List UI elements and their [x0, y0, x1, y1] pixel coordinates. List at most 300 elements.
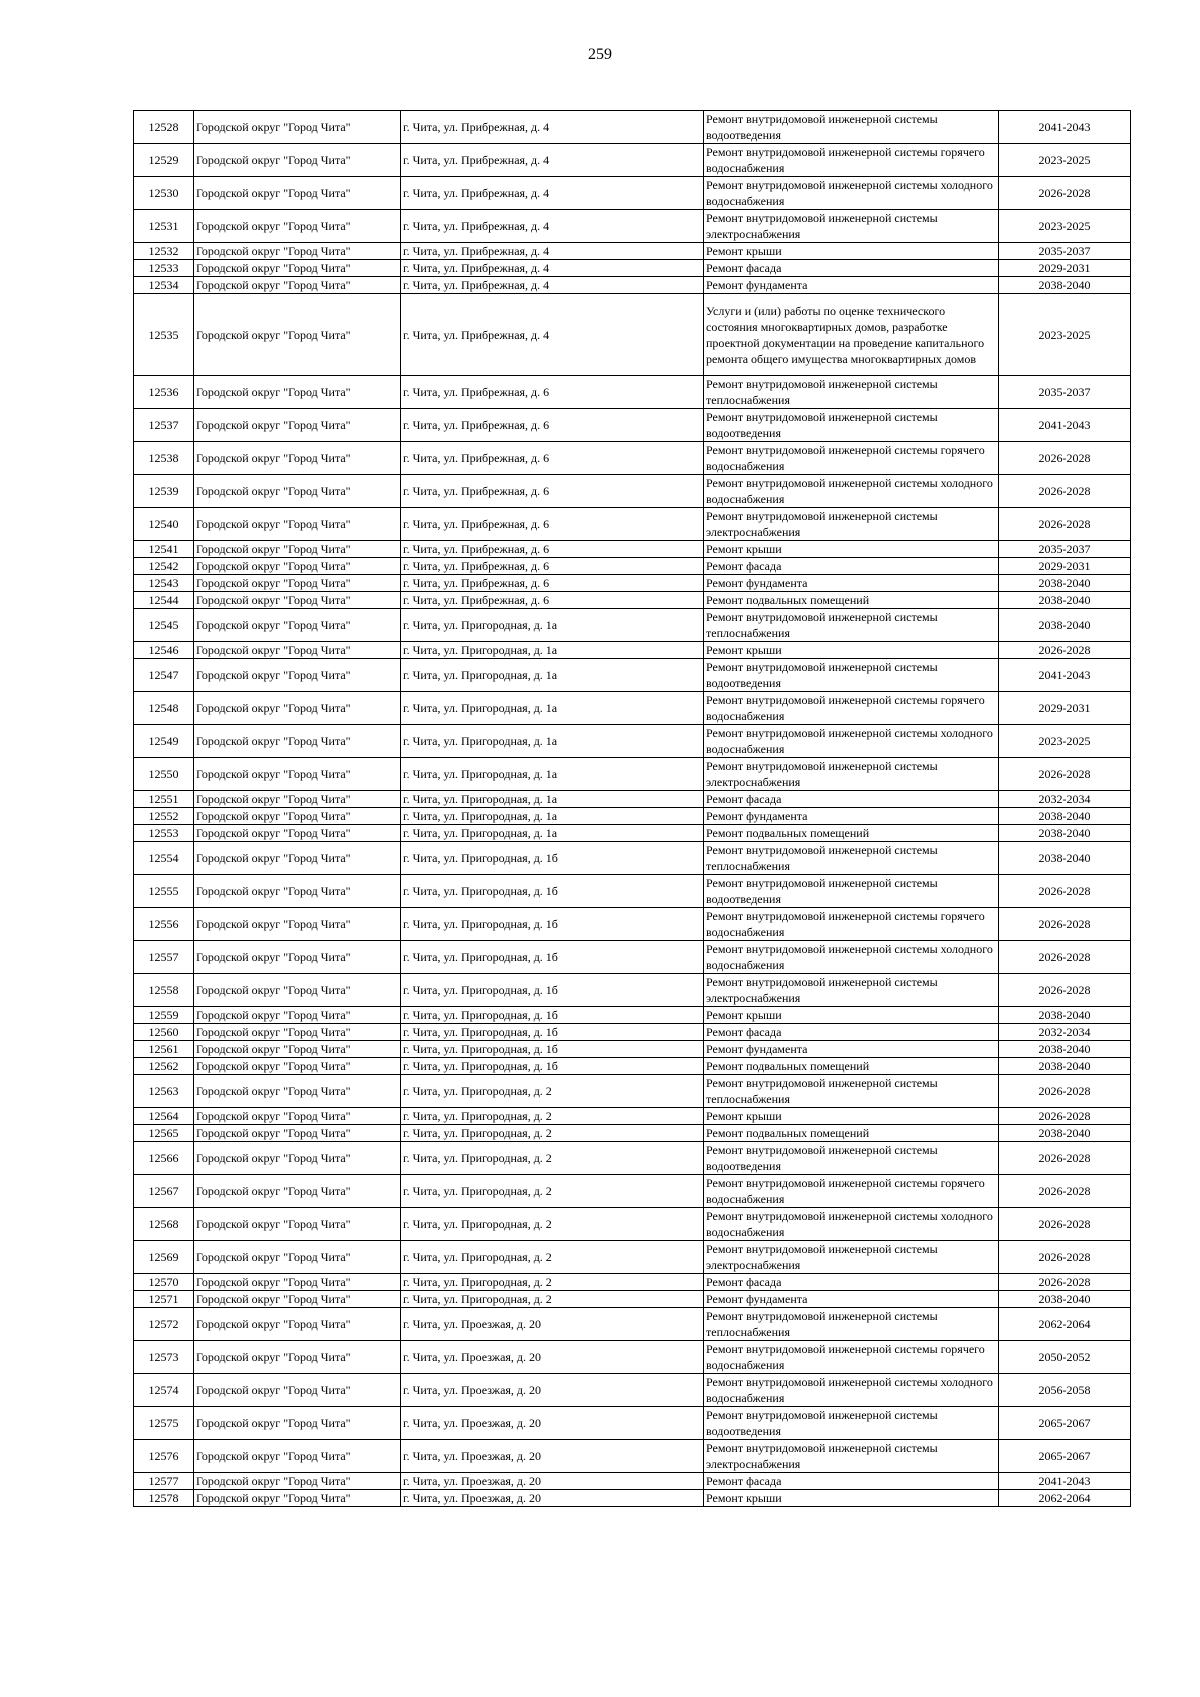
- table-row: [134, 1024, 1131, 1041]
- period-cell: 2056-2058: [999, 1374, 1131, 1407]
- table-row: [134, 1241, 1131, 1274]
- table-row: [134, 475, 1131, 508]
- address-cell: г. Чита, ул. Пригородная, д. 2: [401, 1075, 704, 1108]
- address-cell: г. Чита, ул. Пригородная, д. 1а: [401, 659, 704, 692]
- work-type-cell: Ремонт фундамента: [704, 277, 999, 294]
- address-cell: г. Чита, ул. Пригородная, д. 1а: [401, 758, 704, 791]
- municipality-cell: Городской округ "Город Чита": [194, 692, 401, 725]
- table-row: [134, 1308, 1131, 1341]
- table-row: [134, 277, 1131, 294]
- row-number-cell: 12545: [134, 609, 194, 642]
- table-row: [134, 692, 1131, 725]
- work-type-cell: Ремонт внутридомовой инженерной системы холодного водоснабжения: [704, 941, 999, 974]
- work-type-cell: Ремонт фасада: [704, 558, 999, 575]
- address-cell: г. Чита, ул. Пригородная, д. 1а: [401, 692, 704, 725]
- row-number-cell: 12542: [134, 558, 194, 575]
- row-number-cell: 12535: [134, 294, 194, 376]
- address-cell: г. Чита, ул. Проезжая, д. 20: [401, 1473, 704, 1490]
- work-schedule-table: [133, 110, 1131, 1507]
- work-type-cell: Ремонт внутридомовой инженерной системы горячего водоснабжения: [704, 1341, 999, 1374]
- municipality-cell: Городской округ "Город Чита": [194, 1274, 401, 1291]
- address-cell: г. Чита, ул. Прибрежная, д. 6: [401, 558, 704, 575]
- address-cell: г. Чита, ул. Проезжая, д. 20: [401, 1341, 704, 1374]
- address-cell: г. Чита, ул. Прибрежная, д. 4: [401, 277, 704, 294]
- row-number-cell: 12573: [134, 1341, 194, 1374]
- address-cell: г. Чита, ул. Прибрежная, д. 6: [401, 409, 704, 442]
- row-number-cell: 12538: [134, 442, 194, 475]
- period-cell: 2023-2025: [999, 210, 1131, 243]
- table-row: [134, 1108, 1131, 1125]
- address-cell: г. Чита, ул. Проезжая, д. 20: [401, 1440, 704, 1473]
- work-type-cell: Ремонт внутридомовой инженерной системы холодного водоснабжения: [704, 475, 999, 508]
- period-cell: 2065-2067: [999, 1440, 1131, 1473]
- period-cell: 2041-2043: [999, 409, 1131, 442]
- work-type-cell: Ремонт внутридомовой инженерной системы водоотведения: [704, 659, 999, 692]
- period-cell: 2026-2028: [999, 1274, 1131, 1291]
- municipality-cell: Городской округ "Город Чита": [194, 941, 401, 974]
- period-cell: 2038-2040: [999, 1058, 1131, 1075]
- table-row: [134, 1274, 1131, 1291]
- table-row: [134, 1007, 1131, 1024]
- row-number-cell: 12532: [134, 243, 194, 260]
- work-type-cell: Ремонт внутридомовой инженерной системы электроснабжения: [704, 210, 999, 243]
- work-type-cell: Ремонт внутридомовой инженерной системы холодного водоснабжения: [704, 1208, 999, 1241]
- table-row: [134, 1291, 1131, 1308]
- work-type-cell: Ремонт внутридомовой инженерной системы водоотведения: [704, 875, 999, 908]
- address-cell: г. Чита, ул. Прибрежная, д. 6: [401, 541, 704, 558]
- row-number-cell: 12564: [134, 1108, 194, 1125]
- address-cell: г. Чита, ул. Прибрежная, д. 4: [401, 260, 704, 277]
- work-type-cell: Ремонт фасада: [704, 260, 999, 277]
- address-cell: г. Чита, ул. Проезжая, д. 20: [401, 1308, 704, 1341]
- municipality-cell: Городской округ "Город Чита": [194, 575, 401, 592]
- address-cell: г. Чита, ул. Прибрежная, д. 6: [401, 592, 704, 609]
- municipality-cell: Городской округ "Город Чита": [194, 177, 401, 210]
- table-row: [134, 941, 1131, 974]
- row-number-cell: 12529: [134, 144, 194, 177]
- table-row: [134, 725, 1131, 758]
- address-cell: г. Чита, ул. Пригородная, д. 2: [401, 1241, 704, 1274]
- table-row: [134, 508, 1131, 541]
- row-number-cell: 12567: [134, 1175, 194, 1208]
- table-row: [134, 908, 1131, 941]
- address-cell: г. Чита, ул. Пригородная, д. 2: [401, 1125, 704, 1142]
- municipality-cell: Городской округ "Город Чита": [194, 875, 401, 908]
- work-type-cell: Ремонт внутридомовой инженерной системы электроснабжения: [704, 1241, 999, 1274]
- work-type-cell: Ремонт подвальных помещений: [704, 592, 999, 609]
- municipality-cell: Городской округ "Город Чита": [194, 541, 401, 558]
- work-type-cell: Ремонт подвальных помещений: [704, 825, 999, 842]
- municipality-cell: Городской округ "Город Чита": [194, 111, 401, 144]
- period-cell: 2029-2031: [999, 558, 1131, 575]
- period-cell: 2038-2040: [999, 808, 1131, 825]
- work-type-cell: Ремонт внутридомовой инженерной системы горячего водоснабжения: [704, 1175, 999, 1208]
- municipality-cell: Городской округ "Город Чита": [194, 409, 401, 442]
- work-type-cell: Ремонт фундамента: [704, 1291, 999, 1308]
- municipality-cell: Городской округ "Город Чита": [194, 260, 401, 277]
- work-type-cell: Ремонт внутридомовой инженерной системы горячего водоснабжения: [704, 692, 999, 725]
- table-row: [134, 974, 1131, 1007]
- municipality-cell: Городской округ "Город Чита": [194, 1058, 401, 1075]
- municipality-cell: Городской округ "Город Чита": [194, 1075, 401, 1108]
- address-cell: г. Чита, ул. Прибрежная, д. 6: [401, 475, 704, 508]
- table-row: [134, 1075, 1131, 1108]
- row-number-cell: 12547: [134, 659, 194, 692]
- address-cell: г. Чита, ул. Прибрежная, д. 6: [401, 575, 704, 592]
- work-type-cell: Ремонт внутридомовой инженерной системы электроснабжения: [704, 1440, 999, 1473]
- period-cell: 2026-2028: [999, 1142, 1131, 1175]
- row-number-cell: 12568: [134, 1208, 194, 1241]
- address-cell: г. Чита, ул. Пригородная, д. 1б: [401, 1058, 704, 1075]
- municipality-cell: Городской округ "Город Чита": [194, 1142, 401, 1175]
- address-cell: г. Чита, ул. Прибрежная, д. 4: [401, 210, 704, 243]
- table-row: [134, 642, 1131, 659]
- municipality-cell: Городской округ "Город Чита": [194, 1108, 401, 1125]
- period-cell: 2029-2031: [999, 260, 1131, 277]
- municipality-cell: Городской округ "Город Чита": [194, 1440, 401, 1473]
- municipality-cell: Городской округ "Город Чита": [194, 243, 401, 260]
- table-row: [134, 791, 1131, 808]
- table-row: [134, 609, 1131, 642]
- address-cell: г. Чита, ул. Пригородная, д. 2: [401, 1108, 704, 1125]
- work-type-cell: Ремонт фасада: [704, 791, 999, 808]
- address-cell: г. Чита, ул. Пригородная, д. 1а: [401, 642, 704, 659]
- municipality-cell: Городской округ "Город Чита": [194, 442, 401, 475]
- municipality-cell: Городской округ "Город Чита": [194, 1407, 401, 1440]
- municipality-cell: Городской округ "Город Чита": [194, 1308, 401, 1341]
- period-cell: 2038-2040: [999, 592, 1131, 609]
- row-number-cell: 12536: [134, 376, 194, 409]
- work-type-cell: Ремонт внутридомовой инженерной системы водоотведения: [704, 1142, 999, 1175]
- row-number-cell: 12570: [134, 1274, 194, 1291]
- period-cell: 2026-2028: [999, 974, 1131, 1007]
- row-number-cell: 12574: [134, 1374, 194, 1407]
- municipality-cell: Городской округ "Город Чита": [194, 144, 401, 177]
- municipality-cell: Городской округ "Город Чита": [194, 1374, 401, 1407]
- row-number-cell: 12552: [134, 808, 194, 825]
- row-number-cell: 12544: [134, 592, 194, 609]
- period-cell: 2026-2028: [999, 642, 1131, 659]
- work-type-cell: Ремонт внутридомовой инженерной системы горячего водоснабжения: [704, 144, 999, 177]
- row-number-cell: 12553: [134, 825, 194, 842]
- row-number-cell: 12561: [134, 1041, 194, 1058]
- period-cell: 2035-2037: [999, 541, 1131, 558]
- work-type-cell: Ремонт внутридомовой инженерной системы горячего водоснабжения: [704, 908, 999, 941]
- work-type-cell: Ремонт внутридомовой инженерной системы электроснабжения: [704, 508, 999, 541]
- row-number-cell: 12537: [134, 409, 194, 442]
- period-cell: 2065-2067: [999, 1407, 1131, 1440]
- work-type-cell: Ремонт фундамента: [704, 575, 999, 592]
- address-cell: г. Чита, ул. Пригородная, д. 1а: [401, 725, 704, 758]
- municipality-cell: Городской округ "Город Чита": [194, 791, 401, 808]
- table-row: [134, 144, 1131, 177]
- period-cell: 2026-2028: [999, 442, 1131, 475]
- address-cell: г. Чита, ул. Пригородная, д. 2: [401, 1274, 704, 1291]
- municipality-cell: Городской округ "Город Чита": [194, 642, 401, 659]
- row-number-cell: 12559: [134, 1007, 194, 1024]
- table-row: [134, 1440, 1131, 1473]
- row-number-cell: 12551: [134, 791, 194, 808]
- period-cell: 2038-2040: [999, 277, 1131, 294]
- row-number-cell: 12528: [134, 111, 194, 144]
- municipality-cell: Городской округ "Город Чита": [194, 592, 401, 609]
- table-row: [134, 260, 1131, 277]
- work-type-cell: Ремонт внутридомовой инженерной системы теплоснабжения: [704, 1308, 999, 1341]
- table-row: [134, 558, 1131, 575]
- period-cell: 2038-2040: [999, 842, 1131, 875]
- work-type-cell: Ремонт внутридомовой инженерной системы теплоснабжения: [704, 609, 999, 642]
- period-cell: 2038-2040: [999, 575, 1131, 592]
- work-type-cell: Ремонт внутридомовой инженерной системы электроснабжения: [704, 974, 999, 1007]
- work-type-cell: Ремонт внутридомовой инженерной системы холодного водоснабжения: [704, 177, 999, 210]
- table-row: [134, 541, 1131, 558]
- period-cell: 2062-2064: [999, 1308, 1131, 1341]
- row-number-cell: 12546: [134, 642, 194, 659]
- table-row: [134, 409, 1131, 442]
- address-cell: г. Чита, ул. Прибрежная, д. 4: [401, 177, 704, 210]
- period-cell: 2026-2028: [999, 1108, 1131, 1125]
- municipality-cell: Городской округ "Город Чита": [194, 908, 401, 941]
- work-type-cell: Ремонт крыши: [704, 243, 999, 260]
- period-cell: 2026-2028: [999, 1208, 1131, 1241]
- work-type-cell: Ремонт внутридомовой инженерной системы холодного водоснабжения: [704, 725, 999, 758]
- table-body: [134, 111, 1131, 1507]
- table-row: [134, 1374, 1131, 1407]
- municipality-cell: Городской округ "Город Чита": [194, 825, 401, 842]
- row-number-cell: 12575: [134, 1407, 194, 1440]
- work-type-cell: Ремонт фасада: [704, 1274, 999, 1291]
- address-cell: г. Чита, ул. Прибрежная, д. 4: [401, 294, 704, 376]
- address-cell: г. Чита, ул. Пригородная, д. 2: [401, 1142, 704, 1175]
- table-row: [134, 825, 1131, 842]
- work-type-cell: Ремонт внутридомовой инженерной системы теплоснабжения: [704, 1075, 999, 1108]
- work-type-cell: Ремонт фундамента: [704, 1041, 999, 1058]
- table-row: [134, 1490, 1131, 1507]
- work-type-cell: Ремонт фасада: [704, 1473, 999, 1490]
- row-number-cell: 12565: [134, 1125, 194, 1142]
- table-row: [134, 243, 1131, 260]
- table-row: [134, 294, 1131, 376]
- address-cell: г. Чита, ул. Пригородная, д. 1б: [401, 1041, 704, 1058]
- work-type-cell: Услуги и (или) работы по оценке технического состояния многоквартирных домов, разработке проектной документации на проведение капитального ремонта общего имущества многоквартирных домов: [704, 294, 999, 376]
- work-type-cell: Ремонт внутридомовой инженерной системы водоотведения: [704, 1407, 999, 1440]
- row-number-cell: 12554: [134, 842, 194, 875]
- period-cell: 2035-2037: [999, 376, 1131, 409]
- table-row: [134, 659, 1131, 692]
- table-row: [134, 758, 1131, 791]
- row-number-cell: 12534: [134, 277, 194, 294]
- row-number-cell: 12566: [134, 1142, 194, 1175]
- municipality-cell: Городской округ "Город Чита": [194, 1041, 401, 1058]
- row-number-cell: 12556: [134, 908, 194, 941]
- address-cell: г. Чита, ул. Пригородная, д. 1б: [401, 1024, 704, 1041]
- row-number-cell: 12577: [134, 1473, 194, 1490]
- row-number-cell: 12531: [134, 210, 194, 243]
- address-cell: г. Чита, ул. Прибрежная, д. 4: [401, 243, 704, 260]
- row-number-cell: 12578: [134, 1490, 194, 1507]
- table-row: [134, 177, 1131, 210]
- table-row: [134, 592, 1131, 609]
- municipality-cell: Городской округ "Город Чита": [194, 1024, 401, 1041]
- row-number-cell: 12530: [134, 177, 194, 210]
- work-type-cell: Ремонт крыши: [704, 1490, 999, 1507]
- period-cell: 2026-2028: [999, 908, 1131, 941]
- municipality-cell: Городской округ "Город Чита": [194, 1341, 401, 1374]
- work-type-cell: Ремонт внутридомовой инженерной системы теплоснабжения: [704, 376, 999, 409]
- period-cell: 2062-2064: [999, 1490, 1131, 1507]
- period-cell: 2035-2037: [999, 243, 1131, 260]
- municipality-cell: Городской округ "Город Чита": [194, 1208, 401, 1241]
- work-type-cell: Ремонт крыши: [704, 1108, 999, 1125]
- period-cell: 2026-2028: [999, 941, 1131, 974]
- municipality-cell: Городской округ "Город Чита": [194, 1473, 401, 1490]
- row-number-cell: 12541: [134, 541, 194, 558]
- address-cell: г. Чита, ул. Прибрежная, д. 6: [401, 442, 704, 475]
- row-number-cell: 12557: [134, 941, 194, 974]
- table-row: [134, 1125, 1131, 1142]
- address-cell: г. Чита, ул. Пригородная, д. 2: [401, 1175, 704, 1208]
- table-row: [134, 575, 1131, 592]
- address-cell: г. Чита, ул. Пригородная, д. 1б: [401, 941, 704, 974]
- address-cell: г. Чита, ул. Пригородная, д. 1а: [401, 609, 704, 642]
- period-cell: 2023-2025: [999, 144, 1131, 177]
- municipality-cell: Городской округ "Город Чита": [194, 842, 401, 875]
- address-cell: г. Чита, ул. Пригородная, д. 2: [401, 1291, 704, 1308]
- municipality-cell: Городской округ "Город Чита": [194, 1125, 401, 1142]
- municipality-cell: Городской округ "Город Чита": [194, 609, 401, 642]
- row-number-cell: 12549: [134, 725, 194, 758]
- table-row: [134, 1407, 1131, 1440]
- municipality-cell: Городской округ "Город Чита": [194, 1291, 401, 1308]
- work-type-cell: Ремонт внутридомовой инженерной системы горячего водоснабжения: [704, 442, 999, 475]
- address-cell: г. Чита, ул. Проезжая, д. 20: [401, 1407, 704, 1440]
- row-number-cell: 12569: [134, 1241, 194, 1274]
- municipality-cell: Городской округ "Город Чита": [194, 508, 401, 541]
- table-row: [134, 1142, 1131, 1175]
- row-number-cell: 12540: [134, 508, 194, 541]
- work-type-cell: Ремонт подвальных помещений: [704, 1058, 999, 1075]
- period-cell: 2041-2043: [999, 659, 1131, 692]
- row-number-cell: 12539: [134, 475, 194, 508]
- period-cell: 2032-2034: [999, 791, 1131, 808]
- row-number-cell: 12572: [134, 1308, 194, 1341]
- work-type-cell: Ремонт внутридомовой инженерной системы холодного водоснабжения: [704, 1374, 999, 1407]
- work-type-cell: Ремонт внутридомовой инженерной системы теплоснабжения: [704, 842, 999, 875]
- period-cell: 2038-2040: [999, 825, 1131, 842]
- address-cell: г. Чита, ул. Пригородная, д. 1б: [401, 974, 704, 1007]
- table-row: [134, 1473, 1131, 1490]
- municipality-cell: Городской округ "Город Чита": [194, 558, 401, 575]
- table-row: [134, 842, 1131, 875]
- municipality-cell: Городской округ "Город Чита": [194, 758, 401, 791]
- period-cell: 2026-2028: [999, 1075, 1131, 1108]
- row-number-cell: 12562: [134, 1058, 194, 1075]
- work-type-cell: Ремонт крыши: [704, 541, 999, 558]
- address-cell: г. Чита, ул. Пригородная, д. 1б: [401, 908, 704, 941]
- work-type-cell: Ремонт фундамента: [704, 808, 999, 825]
- row-number-cell: 12571: [134, 1291, 194, 1308]
- period-cell: 2038-2040: [999, 1041, 1131, 1058]
- address-cell: г. Чита, ул. Пригородная, д. 1а: [401, 808, 704, 825]
- address-cell: г. Чита, ул. Пригородная, д. 1а: [401, 791, 704, 808]
- work-type-cell: Ремонт внутридомовой инженерной системы электроснабжения: [704, 758, 999, 791]
- work-type-cell: Ремонт фасада: [704, 1024, 999, 1041]
- period-cell: 2041-2043: [999, 1473, 1131, 1490]
- period-cell: 2023-2025: [999, 294, 1131, 376]
- period-cell: 2038-2040: [999, 609, 1131, 642]
- table-row: [134, 1058, 1131, 1075]
- period-cell: 2038-2040: [999, 1007, 1131, 1024]
- row-number-cell: 12543: [134, 575, 194, 592]
- period-cell: 2026-2028: [999, 177, 1131, 210]
- municipality-cell: Городской округ "Город Чита": [194, 210, 401, 243]
- municipality-cell: Городской округ "Город Чита": [194, 1175, 401, 1208]
- row-number-cell: 12563: [134, 1075, 194, 1108]
- work-type-cell: Ремонт внутридомовой инженерной системы водоотведения: [704, 111, 999, 144]
- row-number-cell: 12550: [134, 758, 194, 791]
- address-cell: г. Чита, ул. Прибрежная, д. 4: [401, 144, 704, 177]
- address-cell: г. Чита, ул. Пригородная, д. 1б: [401, 842, 704, 875]
- page-number: 259: [588, 46, 612, 63]
- municipality-cell: Городской округ "Город Чита": [194, 725, 401, 758]
- period-cell: 2029-2031: [999, 692, 1131, 725]
- address-cell: г. Чита, ул. Пригородная, д. 1б: [401, 875, 704, 908]
- period-cell: 2026-2028: [999, 875, 1131, 908]
- address-cell: г. Чита, ул. Пригородная, д. 2: [401, 1208, 704, 1241]
- address-cell: г. Чита, ул. Прибрежная, д. 4: [401, 111, 704, 144]
- table-row: [134, 111, 1131, 144]
- period-cell: 2026-2028: [999, 1241, 1131, 1274]
- municipality-cell: Городской округ "Город Чита": [194, 277, 401, 294]
- period-cell: 2050-2052: [999, 1341, 1131, 1374]
- municipality-cell: Городской округ "Город Чита": [194, 1007, 401, 1024]
- table-row: [134, 210, 1131, 243]
- table-row: [134, 1175, 1131, 1208]
- period-cell: 2038-2040: [999, 1291, 1131, 1308]
- period-cell: 2026-2028: [999, 508, 1131, 541]
- row-number-cell: 12533: [134, 260, 194, 277]
- municipality-cell: Городской округ "Город Чита": [194, 808, 401, 825]
- address-cell: г. Чита, ул. Проезжая, д. 20: [401, 1490, 704, 1507]
- municipality-cell: Городской округ "Город Чита": [194, 974, 401, 1007]
- table-row: [134, 1208, 1131, 1241]
- address-cell: г. Чита, ул. Пригородная, д. 1б: [401, 1007, 704, 1024]
- municipality-cell: Городской округ "Город Чита": [194, 376, 401, 409]
- municipality-cell: Городской округ "Город Чита": [194, 1490, 401, 1507]
- row-number-cell: 12560: [134, 1024, 194, 1041]
- period-cell: 2038-2040: [999, 1125, 1131, 1142]
- work-type-cell: Ремонт подвальных помещений: [704, 1125, 999, 1142]
- period-cell: 2041-2043: [999, 111, 1131, 144]
- period-cell: 2032-2034: [999, 1024, 1131, 1041]
- table-row: [134, 875, 1131, 908]
- table-row: [134, 1341, 1131, 1374]
- row-number-cell: 12548: [134, 692, 194, 725]
- period-cell: 2026-2028: [999, 758, 1131, 791]
- period-cell: 2026-2028: [999, 475, 1131, 508]
- municipality-cell: Городской округ "Город Чита": [194, 659, 401, 692]
- period-cell: 2026-2028: [999, 1175, 1131, 1208]
- municipality-cell: Городской округ "Город Чита": [194, 294, 401, 376]
- table-row: [134, 1041, 1131, 1058]
- work-type-cell: Ремонт внутридомовой инженерной системы водоотведения: [704, 409, 999, 442]
- row-number-cell: 12558: [134, 974, 194, 1007]
- address-cell: г. Чита, ул. Прибрежная, д. 6: [401, 508, 704, 541]
- table-row: [134, 442, 1131, 475]
- period-cell: 2023-2025: [999, 725, 1131, 758]
- row-number-cell: 12576: [134, 1440, 194, 1473]
- table-row: [134, 808, 1131, 825]
